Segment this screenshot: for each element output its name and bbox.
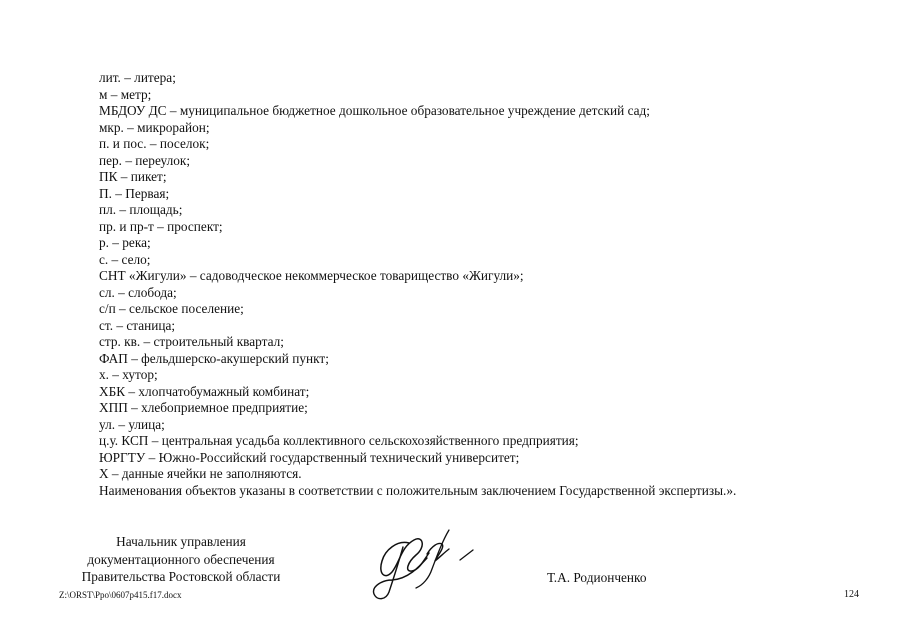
abbreviation-item: ПК – пикет; [99, 169, 167, 184]
signatory-position [56, 533, 306, 586]
abbreviation-item: СНТ «Жигули» – садоводческое некоммерческое товарищество «Жигули»; [99, 268, 524, 283]
abbreviation-item: ст. – станица; [99, 317, 176, 333]
abbreviation-item: п. и пос. – поселок; [99, 136, 210, 151]
page-number: 124 [844, 589, 859, 600]
abbreviation-item: х. – хутор; [99, 367, 158, 382]
abbreviation-item: МБДОУ ДС – муниципальное бюджетное дошкольное образовательное учреждение детский сад; [99, 103, 650, 118]
abbreviation-item: ул. – улица; [99, 416, 165, 432]
abbreviation-item: Х – данные ячейки не заполняются. [99, 466, 302, 481]
abbreviation-item: пл. – площадь; [99, 202, 183, 217]
abbreviation-list [99, 70, 879, 499]
abbreviation-item: пр. и пр-т – проспект; [99, 218, 223, 234]
abbreviation-item: лит. – литера; [99, 70, 176, 85]
signatory-position-line: Начальник управления [116, 534, 246, 549]
abbreviation-item: м – метр; [99, 86, 152, 102]
abbreviation-item: р. – река; [99, 235, 151, 250]
abbreviation-item: мкр. – микрорайон; [99, 119, 210, 135]
abbreviation-item: П. – Первая; [99, 185, 170, 201]
signatory-position-line: Правительства Ростовской области [81, 569, 281, 584]
abbreviation-item: ХБК – хлопчатобумажный комбинат; [99, 383, 310, 399]
signatory-name: Т.А. Родионченко [547, 570, 647, 585]
file-path-footer: Z:\ORST\Ppo\0607p415.f17.docx [59, 590, 182, 600]
document-final-note: Наименования объектов указаны в соответствии с положительным заключением Государственной экспертизы.». [99, 482, 737, 498]
abbreviation-item: ХПП – хлебоприемное предприятие; [99, 400, 308, 415]
abbreviation-item: сл. – слобода; [99, 284, 177, 300]
abbreviation-item: ц.у. КСП – центральная усадьба коллективного сельскохозяйственного предприятия; [99, 433, 579, 448]
abbreviation-item: пер. – переулок; [99, 152, 191, 168]
abbreviation-item: с. – село; [99, 251, 151, 267]
abbreviation-item: ЮРГТУ – Южно-Российский государственный технический университет; [99, 449, 520, 465]
abbreviation-item: ФАП – фельдшерско-акушерский пункт; [99, 350, 329, 366]
handwritten-signature-icon [365, 522, 477, 604]
abbreviation-item: с/п – сельское поселение; [99, 301, 244, 316]
abbreviation-item: стр. кв. – строительный квартал; [99, 334, 284, 349]
signatory-position-line: документационного обеспечения [87, 551, 275, 567]
